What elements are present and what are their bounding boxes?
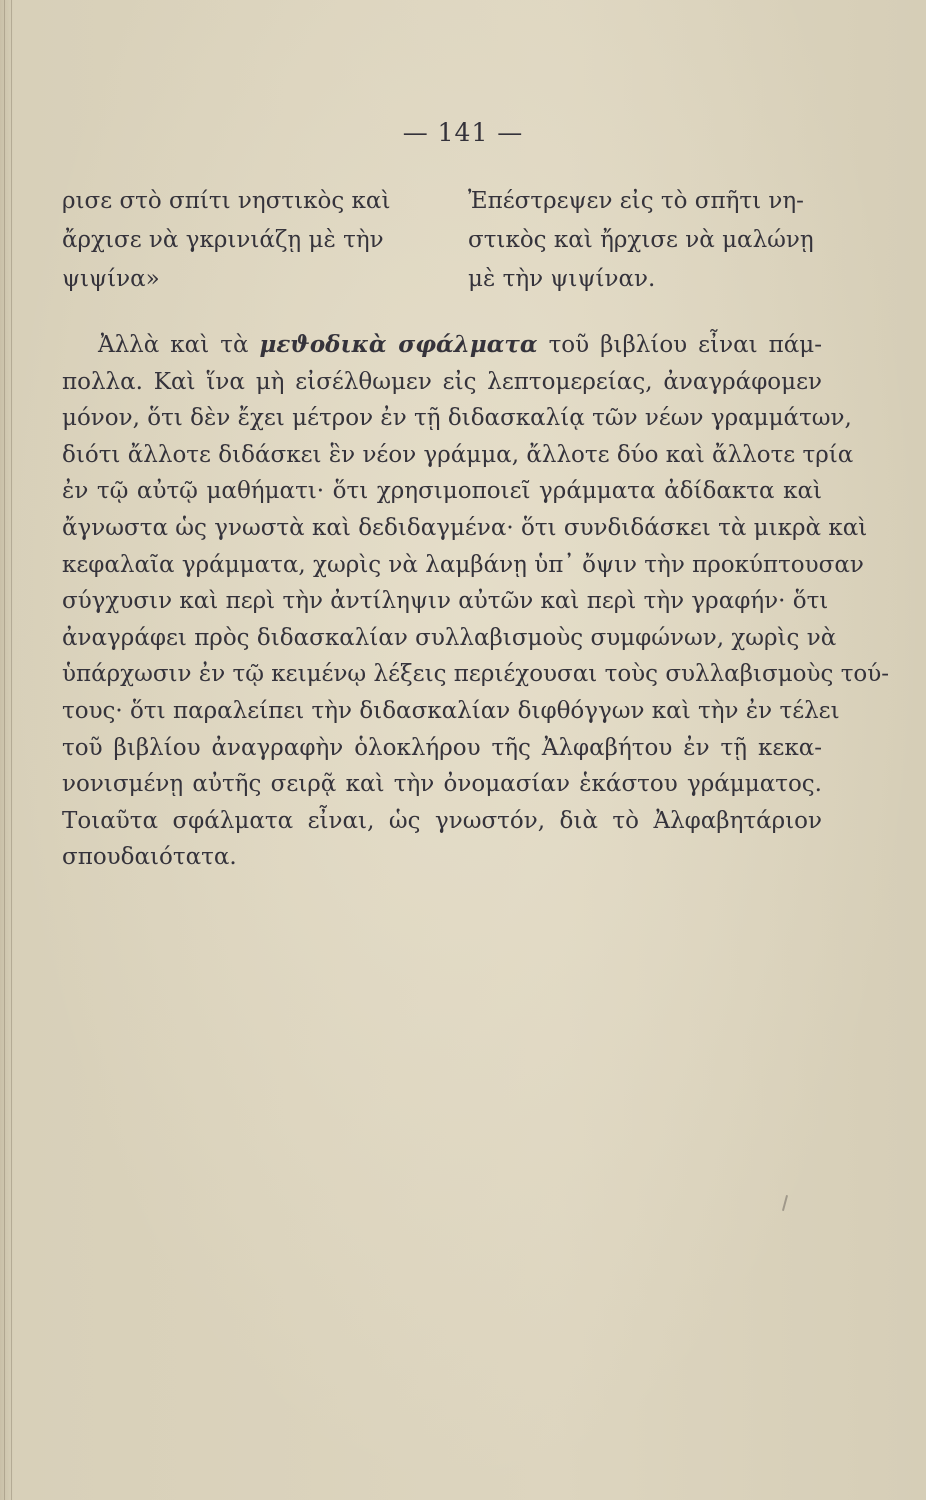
paragraph-first-line	[62, 327, 822, 364]
paragraph-line: νονισμένῃ αὐτῆς σειρᾷ καὶ τὴν ὀνομασίαν ἑκάστου γράμματος.	[62, 771, 822, 798]
left-column-text	[62, 182, 422, 299]
right-column-line: στικὸς καὶ ἤρχισε νὰ μαλώνῃ	[468, 227, 814, 253]
paragraph-lead-text: Ἀλλὰ καὶ τὰ	[98, 332, 249, 358]
right-column-line: μὲ τὴν ψιψίναν.	[468, 266, 656, 292]
page-number: — 141 —	[402, 118, 524, 147]
emphasized-term: μεϑοδικὰ σφάλματα	[259, 331, 538, 358]
paragraph-line: κεφαλαῖα γράμματα, χωρὶς νὰ λαμβάνῃ ὑπ᾿ ὄψιν τὴν προκύπτουσαν	[62, 551, 864, 578]
page-edge-line	[4, 0, 5, 1500]
paragraph-line: Τοιαῦτα σφάλματα εἶναι, ὡς γνωστόν, διὰ τὸ Ἀλφαβητάριον	[62, 807, 822, 834]
right-column-text	[468, 182, 828, 299]
paragraph-line: μόνον, ὅτι δὲν ἔχει μέτρον ἐν τῇ διδασκαλίᾳ τῶν νέων γραμμάτων,	[62, 405, 852, 432]
paragraph-line: ἀναγράφει πρὸς διδασκαλίαν συλλαβισμοὺς συμφώνων, χωρὶς νὰ	[62, 624, 837, 651]
paragraph-lead-tail: τοῦ βιβλίου εἶναι πάμ-	[548, 332, 822, 358]
paragraph-line: τοῦ βιβλίου ἀναγραφὴν ὁλοκλήρου τῆς Ἀλφαβήτου ἐν τῇ κεκα-	[62, 734, 822, 761]
left-column-line: ἄρχισε νὰ γκρινιάζῃ μὲ τὴν	[62, 227, 384, 253]
left-column-line: ψιψίνα»	[62, 266, 160, 292]
right-column-line: Ἐπέστρεψεν εἰς τὸ σπῆτι νη-	[468, 188, 804, 214]
paragraph-line: πολλα. Καὶ ἵνα μὴ εἰσέλθωμεν εἰς λεπτομερείας, ἀναγράφομεν	[62, 368, 822, 395]
paragraph-line: ὑπάρχωσιν ἐν τῷ κειμένῳ λέξεις περιέχουσαι τοὺς συλλαβισμοὺς τού-	[62, 661, 890, 688]
paragraph-line: τους· ὅτι παραλείπει τὴν διδασκαλίαν διφθόγγων καὶ τὴν ἐν τέλει	[62, 697, 840, 724]
paragraph-line: διότι ἄλλοτε διδάσκει ἓν νέον γράμμα, ἄλλοτε δύο καὶ ἄλλοτε τρία	[62, 441, 854, 468]
left-column-line: ρισε στὸ σπίτι νηστικὸς καὶ	[62, 188, 391, 214]
main-paragraph	[62, 327, 890, 876]
paragraph-line: σύγχυσιν καὶ περὶ τὴν ἀντίληψιν αὐτῶν καὶ περὶ τὴν γραφήν· ὅτι	[62, 588, 829, 615]
paragraph-line: ἄγνωστα ὡς γνωστὰ καὶ δεδιδαγμένα· ὅτι συνδιδάσκει τὰ μικρὰ καὶ	[62, 514, 868, 541]
paragraph-line: ἐν τῷ αὐτῷ μαθήματι· ὅτι χρησιμοποιεῖ γράμματα ἀδίδακτα καὶ	[62, 478, 822, 505]
paragraph-line: σπουδαιότατα.	[62, 844, 237, 871]
paper-speck	[782, 1195, 788, 1211]
page-edge-line	[11, 0, 12, 1500]
